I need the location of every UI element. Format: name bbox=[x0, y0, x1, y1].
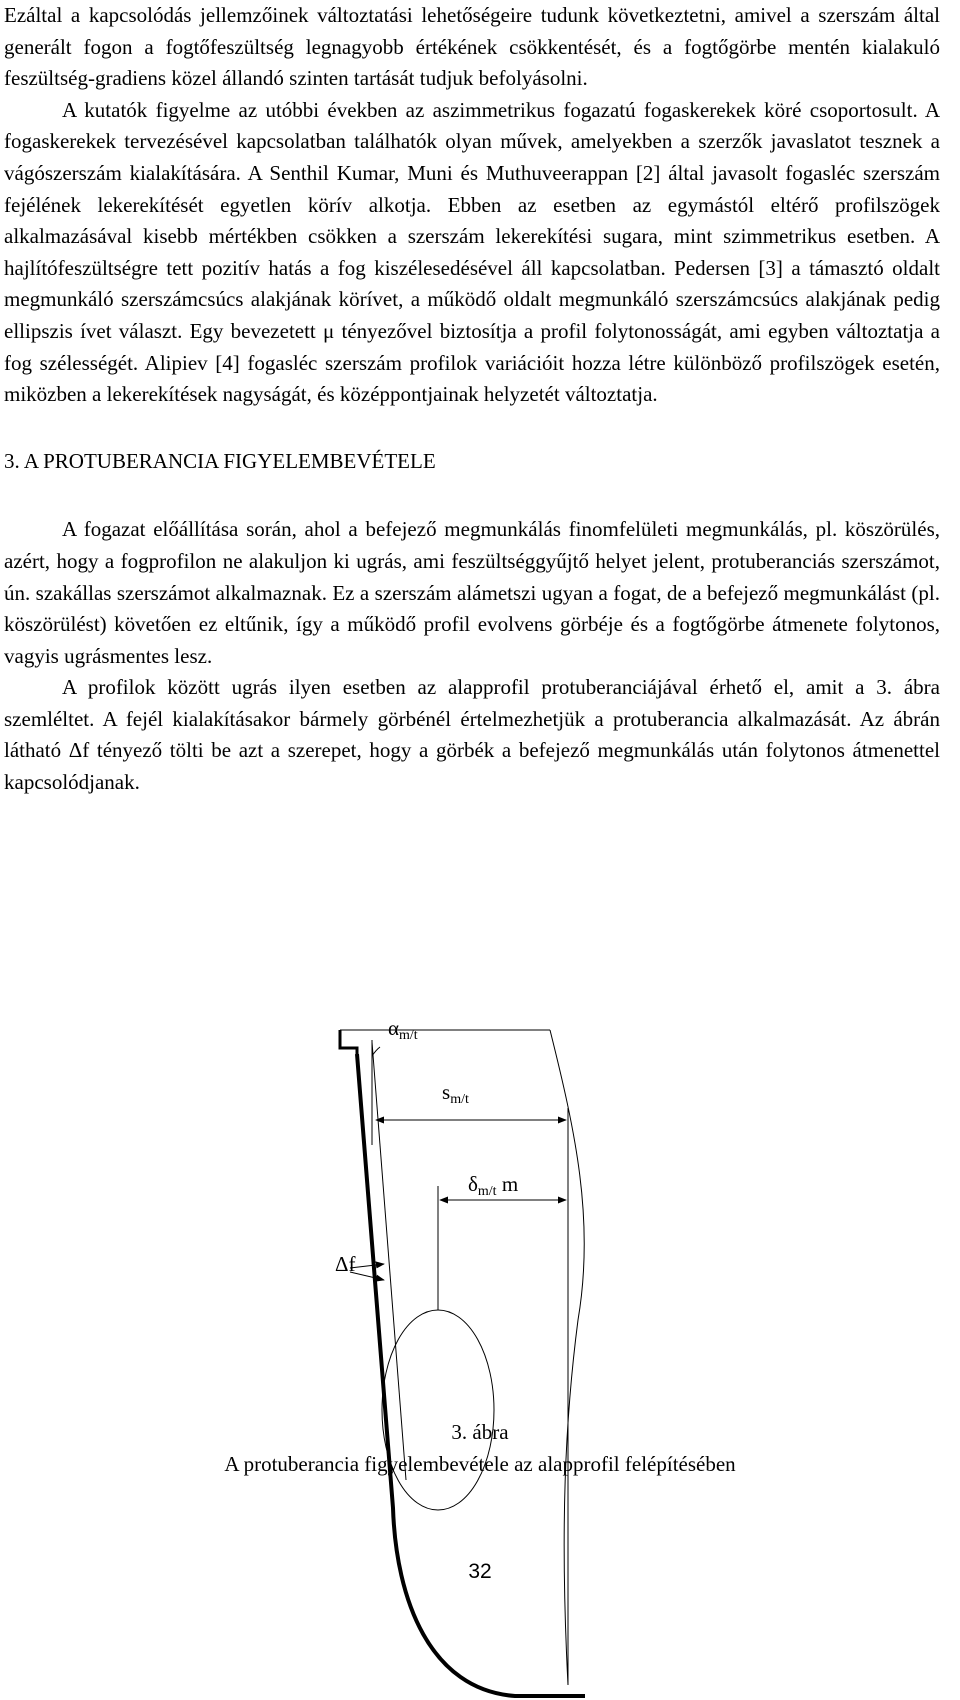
paragraph-2: A kutatók figyelme az utóbbi években az aszimmetrikus fogazatú fogaskerekek köré csoportosult. A fogaskerekek tervezésével kapcsolatban találhatók olyan művek, amelyekben a szerzők javaslatot tesznek a vágószerszám kialakítására. A Senthil Kumar, Muni és Muthuveerappan [2] által javasolt fogasléc szerszám fejélének lekerekítését egyetlen körív alkotja. Ebben az esetben az egymástól eltérő profilszögek alkalmazásával kisebb mértékben csökken a szerszám lekerekítési sugara, mint szimmetrikus esetben. A hajlítófeszültségre tett pozitív hatás a fog kiszélesedésével áll kapcsolatban. Pedersen [3] a támasztó oldalt megmunkáló szerszámcsúcs alakjának körívet, a működő oldalt megmunkáló szerszámcsúcs alakjának pedig ellipszis ívet választ. Egy bevezetett μ tényezővel biztosítja a profil folytonosságát, ami egyben változtatja a fog szélességét. Alipiev [4] fogasléc szerszám profilok variációit hozza létre különböző profilszögek esetén, miközben a lekerekítések nagyságát, és középpontjainak helyzetét változtatja. bbox=[4, 97, 940, 407]
alpha-label: $\alpha_{m/t}$ bbox=[388, 1016, 418, 1043]
reference-flank bbox=[372, 1042, 406, 1480]
delta-f-label: Δf bbox=[335, 1252, 356, 1276]
section-heading: 3. A PROTUBERANCIA FIGYELEMBEVÉTELE bbox=[4, 448, 436, 473]
s-label: $s_{m/t}$ bbox=[442, 1080, 469, 1107]
paragraph-1: Ezáltal a kapcsolódás jellemzőinek változtatási lehetőségeire tudunk következtetni, amivel a szerszám által generált fogon a fogtőfeszültség legnagyobb értékének csökkentését, és a fogtőgörbe mentén kialakuló feszültség-gradiens közel állandó szinten tartását tudjuk befolyásolni. bbox=[4, 3, 940, 91]
protuberance-notch bbox=[340, 1030, 357, 1054]
page-number: 32 bbox=[468, 1560, 492, 1583]
paragraph-3: A fogazat előállítása során, ahol a befejező megmunkálás finomfelületi megmunkálás, pl. köszörülés, azért, hogy a fogprofilon ne alakuljon ki ugrás, ami feszültséggyűjtő helyet jelent, protuberanciás szerszámot, ún. szakállas szerszámot alkalmaznak. Ez a szerszám alámetszi ugyan a fogat, de a befejező megmunkálást (pl. köszörülést) követően ez eltűnik, így a működő profil evolvens görbéje és a fogtőgörbe átmenete folytonos, vagyis ugrásmentes lesz. bbox=[4, 517, 940, 668]
figure-3 bbox=[310, 1010, 640, 1700]
figure-caption-number: 3. ábra bbox=[451, 1420, 509, 1444]
paragraph-4: A profilok között ugrás ilyen esetben az alapprofil protuberanciájával érhető el, amit a 3. ábra szemléltet. A fejél kialakításakor bármely görbénél értelmezhetjük a protuberancia alkalmazását. Az ábrán látható Δf tényező tölti be azt a szerepet, hogy a görbék a befejező megmunkálás után folytonos átmenettel kapcsolódjanak. bbox=[4, 675, 940, 795]
protuberance-diagram bbox=[310, 1010, 640, 1700]
delta-label: $\delta_{m/t}$ m bbox=[468, 1172, 519, 1199]
tip-ellipse bbox=[382, 1310, 494, 1510]
figure-caption-title: A protuberancia figyelembevétele az alapprofil felépítésében bbox=[224, 1452, 736, 1476]
body-text bbox=[4, 0, 940, 799]
tool-flank bbox=[357, 1054, 585, 1696]
tooth-right-outline bbox=[550, 1030, 584, 1685]
